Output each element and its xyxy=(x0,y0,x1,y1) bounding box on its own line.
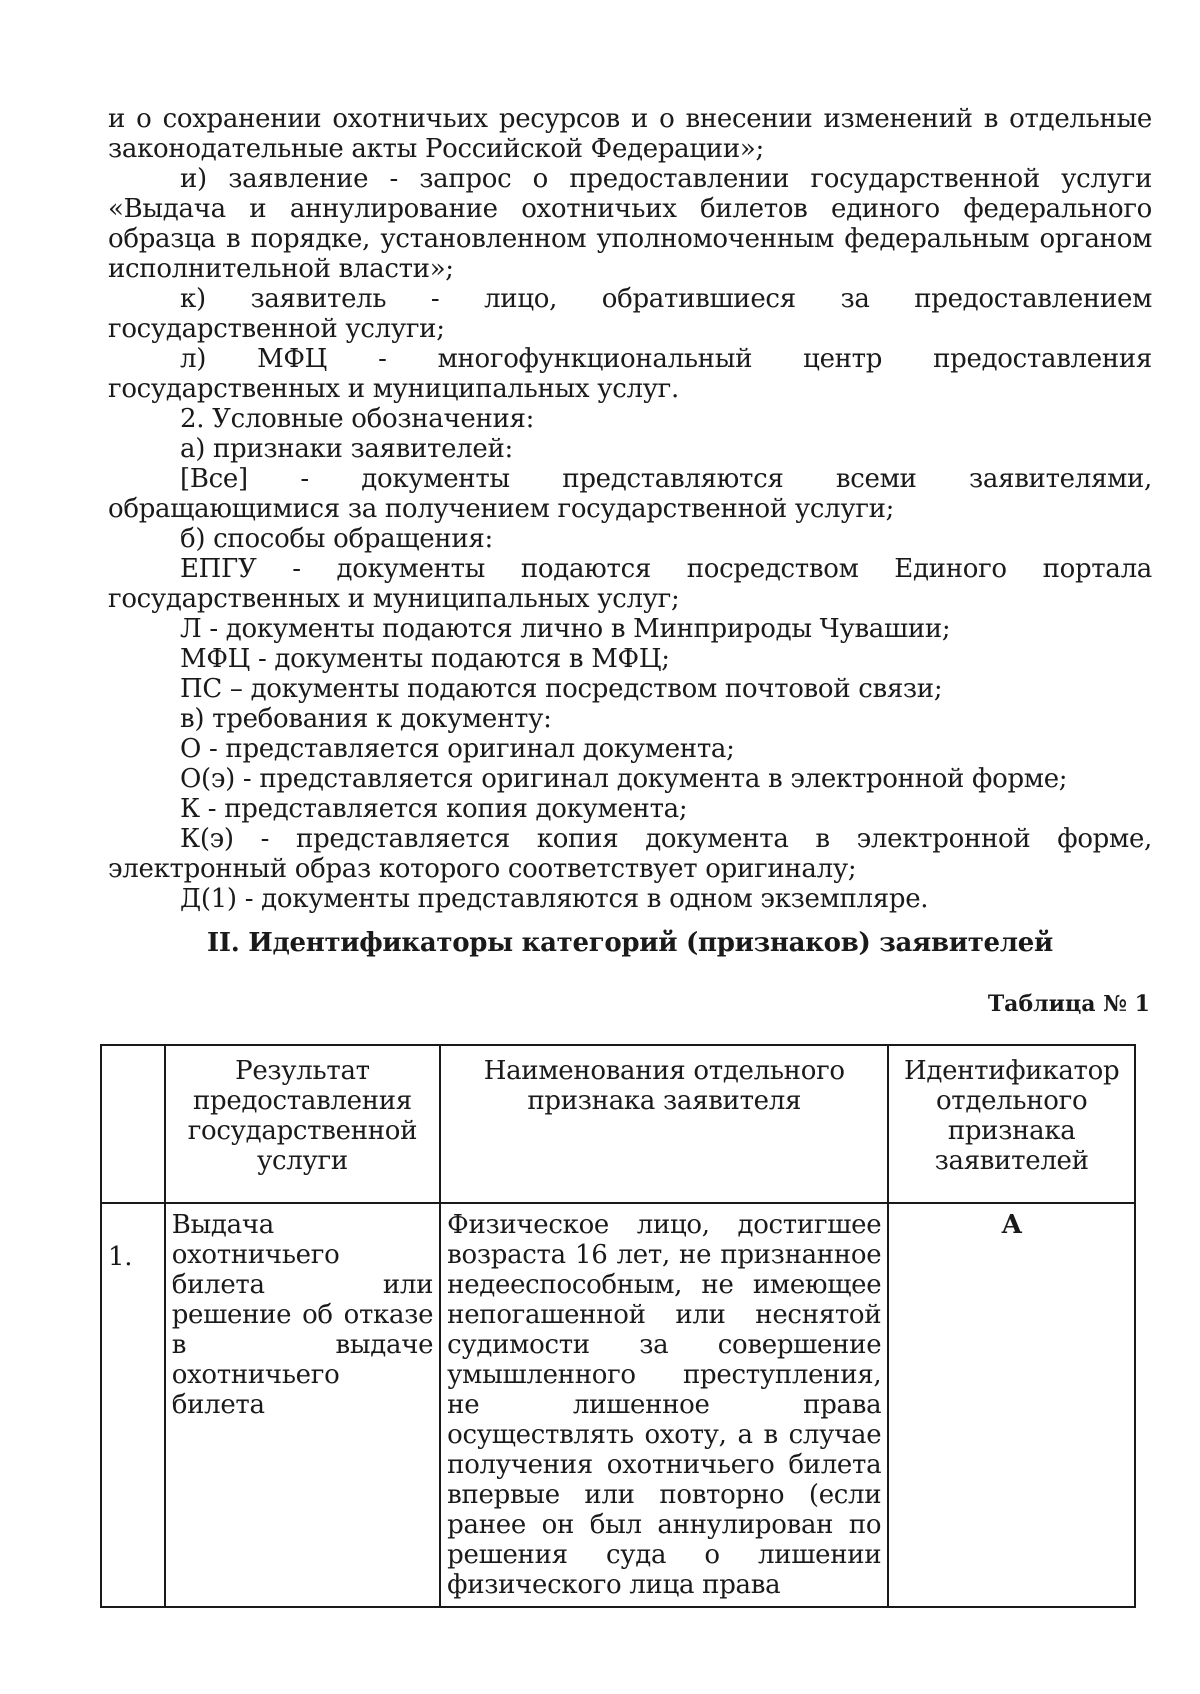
paragraph: ПС – документы подаются посредством почтовой связи; xyxy=(180,674,943,704)
paragraph: к) заявитель - лицо, обратившиеся за предоставлением государственной услуги; xyxy=(108,284,1152,344)
paragraph: Д(1) - документы представляются в одном экземпляре. xyxy=(180,884,929,914)
paragraph: [Все] - документы представляются всеми заявителями, обращающимися за получением государственной услуги; xyxy=(108,464,1152,524)
applicant-identifiers-table xyxy=(100,1044,1136,1608)
paragraph: 2. Условные обозначения: xyxy=(180,404,535,434)
table-header-cell: Наименования отдельного признака заявителя xyxy=(440,1045,888,1203)
table-label: Таблица № 1 xyxy=(987,991,1150,1017)
paragraph: и о сохранении охотничьих ресурсов и о внесении изменений в отдельные законодательные акты Российской Федерации»; xyxy=(108,104,1152,164)
paragraph: и) заявление - запрос о предоставлении государственной услуги «Выдача и аннулирование охотничьих билетов единого федерального образца в порядке, установленном уполномоченным федеральным органом исполнительной власти»; xyxy=(108,164,1152,284)
paragraph: б) способы обращения: xyxy=(180,524,493,554)
paragraph: в) требования к документу: xyxy=(180,704,552,734)
table-header-cell xyxy=(101,1045,165,1203)
table-header-cell: Результат предоставления государственной услуги xyxy=(165,1045,440,1203)
table-header-row xyxy=(101,1045,1135,1203)
table-cell-result: Выдача охотничьего билета или решение об отказе в выдаче охотничьего билета xyxy=(165,1203,440,1607)
table-cell-identifier: А xyxy=(888,1203,1135,1607)
section-heading: II. Идентификаторы категорий (признаков) заявителей xyxy=(206,928,1054,958)
paragraph: О(э) - представляется оригинал документа в электронной форме; xyxy=(180,764,1068,794)
paragraph: К - представляется копия документа; xyxy=(180,794,688,824)
table-header-cell: Идентификатор отдельного признака заявителей xyxy=(888,1045,1135,1203)
paragraph: ЕПГУ - документы подаются посредством Единого портала государственных и муниципальных услуг; xyxy=(108,554,1152,614)
paragraph: Л - документы подаются лично в Минприроды Чувашии; xyxy=(180,614,951,644)
table-cell-number: 1. xyxy=(101,1203,165,1607)
paragraph: К(э) - представляется копия документа в электронной форме, электронный образ которого соответствует оригиналу; xyxy=(108,824,1152,884)
body-text xyxy=(108,104,1152,914)
paragraph: л) МФЦ - многофункциональный центр предоставления государственных и муниципальных услуг. xyxy=(108,344,1152,404)
paragraph: О - представляется оригинал документа; xyxy=(180,734,735,764)
table-row xyxy=(101,1203,1135,1607)
table-cell-applicant-attribute: Физическое лицо, достигшее возраста 16 лет, не признанное недееспособным, не имеющее непогашенной или неснятой судимости за совершение умышленного преступления, не лишенное права осуществлять охоту, а в случае получения охотничьего билета впервые или повторно (если ранее он был аннулирован по решения суда о лишении физического лица права xyxy=(440,1203,888,1607)
paragraph: МФЦ - документы подаются в МФЦ; xyxy=(180,644,670,674)
paragraph: а) признаки заявителей: xyxy=(180,434,513,464)
